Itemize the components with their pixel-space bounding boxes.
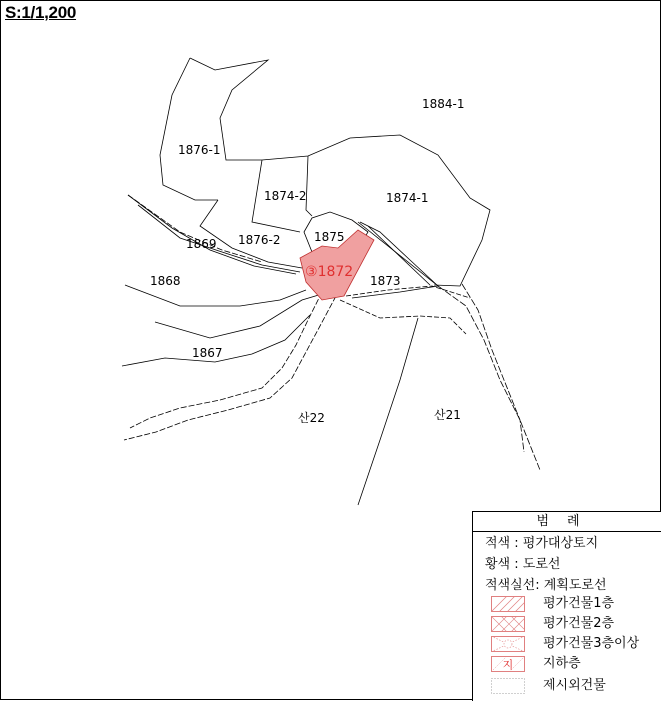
- subject-number: 1872: [317, 264, 354, 280]
- parcel-label-san22: 산22: [298, 411, 325, 425]
- legend-sep: :: [510, 557, 523, 572]
- subject-parcel-label[interactable]: [305, 264, 353, 280]
- legend-value: 도로선: [522, 557, 561, 572]
- legend-sep: :: [535, 578, 544, 593]
- boundary-1868: [125, 285, 306, 306]
- cross-hatch-icon: [491, 616, 525, 632]
- basement-glyph: 지: [502, 658, 514, 672]
- boundary-1874-1-west: [306, 156, 312, 216]
- legend-symbol-label: 평가건물2층: [543, 616, 615, 631]
- legend-row-planned-road: [485, 574, 607, 593]
- legend-box: [472, 511, 661, 701]
- parcel-label-1875: 1875: [314, 230, 345, 244]
- road-east-north: [340, 300, 466, 334]
- legend-key: 황색: [485, 557, 511, 572]
- boundary-1876-1-west: [160, 58, 218, 200]
- diagonal-hatch-icon: [491, 596, 525, 612]
- dotted-cross-icon: [491, 636, 525, 652]
- parcel-label-1867: 1867: [192, 346, 223, 360]
- parcel-label-1873: 1873: [370, 274, 401, 288]
- underground-icon: [491, 656, 525, 672]
- road-se-1: [438, 286, 540, 470]
- parcel-label-1874-2: 1874-2: [264, 189, 307, 203]
- legend-key: 적색: [485, 536, 511, 551]
- legend-symbol-label: 제시외건물: [543, 678, 606, 693]
- parcel-label-san21: 산21: [434, 408, 461, 422]
- legend-symbol-label: 지하층: [543, 656, 581, 671]
- boundary-1867: [155, 294, 322, 338]
- legend-value: 계획도로선: [543, 578, 607, 593]
- legend-sep: :: [510, 536, 523, 551]
- scale-label: S:1/1,200: [5, 3, 77, 22]
- legend-symbol-label: 평가건물3층이상: [543, 636, 640, 651]
- legend-key: 적색실선: [485, 578, 536, 593]
- parcel-label-1869: 1869: [186, 237, 217, 251]
- parcel-label-1874-1: 1874-1: [386, 191, 429, 205]
- dotted-outline-icon: [491, 678, 525, 694]
- legend-title: 범례: [473, 512, 661, 532]
- parcel-label-1876-2: 1876-2: [238, 233, 281, 247]
- legend-symbol-label: 평가건물1층: [543, 596, 615, 611]
- subject-marker: ③: [305, 264, 318, 280]
- parcel-label-1876-1: 1876-1: [178, 143, 221, 157]
- parcel-label-1868: 1868: [150, 274, 181, 288]
- legend-value: 평가대상토지: [522, 536, 599, 551]
- legend-row-road-line: [485, 553, 560, 572]
- boundary-san22-san21: [358, 318, 418, 505]
- legend-row-target-land: [485, 532, 598, 551]
- road-se-2: [462, 284, 524, 452]
- parcel-label-1884-1: 1884-1: [422, 97, 465, 111]
